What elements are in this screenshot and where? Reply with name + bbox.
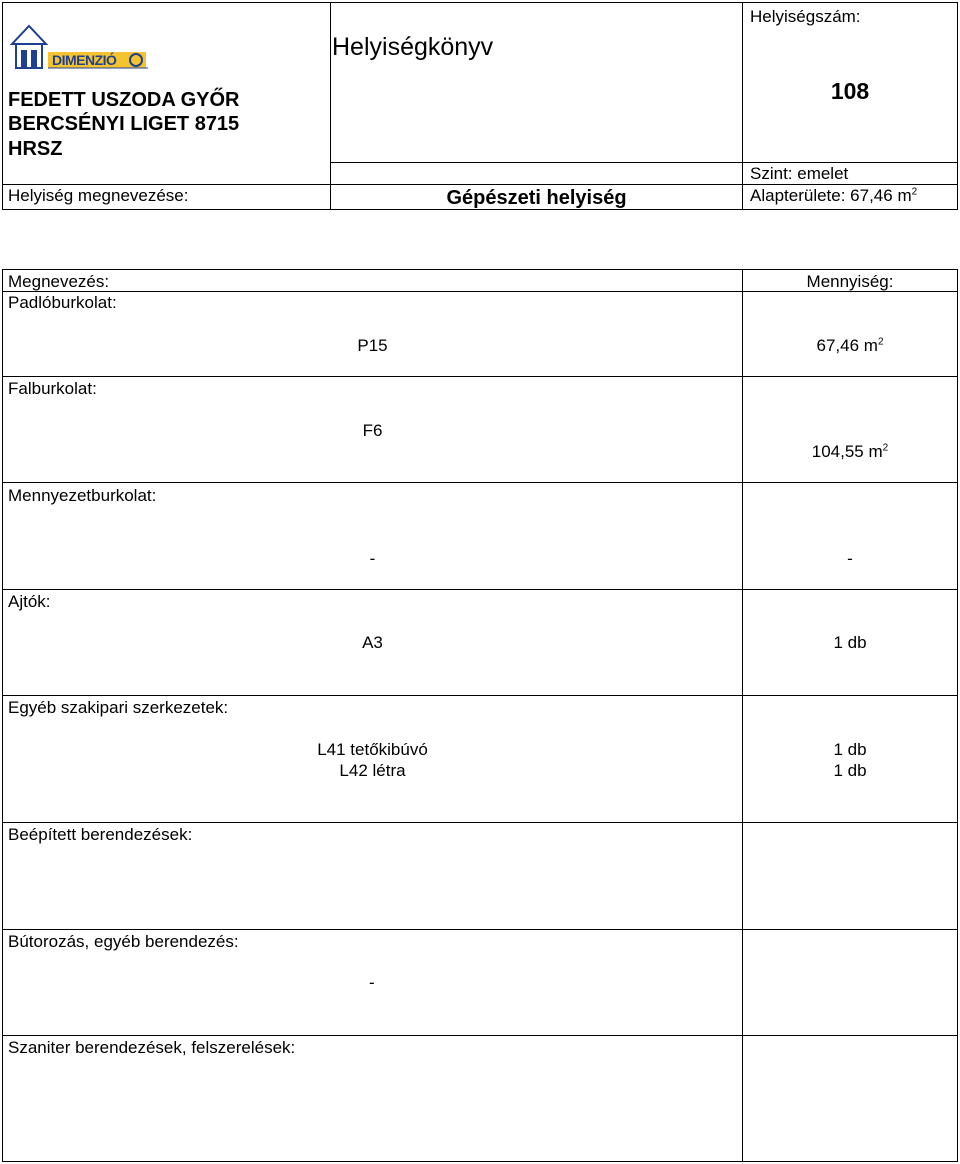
table-border-top [2,269,958,270]
table-border-left [2,269,3,1162]
row-divider-1 [2,376,958,377]
row-floor-qty-sup: 2 [877,336,884,348]
header-border-bottom [2,209,958,210]
header-border-left [2,2,3,210]
room-number: 108 [830,78,870,104]
header-hline-row [2,184,958,185]
table-border-right [957,269,958,1162]
row-floor-qty-value: 67,46 m [816,336,878,355]
row-other-structures-qty-2: 1 db [833,761,867,780]
header-divider-2 [742,2,743,210]
row-sanitary-label: Szaniter berendezések, felszerelések: [8,1038,296,1057]
header-border-right [957,2,958,210]
room-name-label: Helyiség megnevezése: [8,186,189,205]
row-ceiling-value: - [369,549,376,568]
header-border-top [2,2,958,3]
row-divider-7 [2,1035,958,1036]
row-divider-4 [2,695,958,696]
area-unit-sup: 2 [911,186,918,198]
row-doors-value: A3 [362,633,383,652]
row-floor-label: Padlóburkolat: [8,293,117,312]
row-doors-qty: 1 db [833,633,867,652]
row-wall-qty-value: 104,55 m [811,442,883,461]
row-other-structures-label: Egyéb szakipari szerkezetek: [8,698,229,717]
area-value: Alapterülete: 67,46 m [750,186,912,205]
project-title-line-3: HRSZ [8,138,63,160]
row-other-structures-qty-1: 1 db [833,740,867,759]
row-builtin-equipment-label: Beépített berendezések: [8,825,193,844]
company-logo [8,22,153,72]
row-doors-label: Ajtók: [8,592,51,611]
row-divider-5 [2,822,958,823]
header-divider-1 [330,2,331,210]
row-wall-label: Falburkolat: [8,379,97,398]
table-col-divider [742,269,743,1162]
row-divider-2 [2,482,958,483]
row-floor-value: P15 [357,336,388,355]
row-other-structures-value-1: L41 tetőkibúvó [317,740,428,759]
row-ceiling-qty: - [847,549,853,568]
row-furniture-label: Bútorozás, egyéb berendezés: [8,932,239,951]
col-name-header: Megnevezés: [8,272,110,291]
level-label: Szint: emelet [750,164,849,183]
row-wall-qty-sup: 2 [882,442,889,454]
header-hline-mid [330,162,958,163]
row-divider-6 [2,929,958,930]
book-title: Helyiségkönyv [332,33,494,61]
table-border-bottom [2,1161,958,1162]
row-floor-qty [743,336,957,356]
room-name: Gépészeti helyiség [446,187,627,209]
col-qty-header: Mennyiség: [806,272,894,291]
logo-text: DIMENZIÓ [52,52,117,68]
row-divider-3 [2,589,958,590]
row-ceiling-label: Mennyezetburkolat: [8,486,157,505]
area-label [750,186,917,206]
row-wall-value: F6 [362,421,383,440]
row-furniture-value: - [369,973,375,992]
row-other-structures-value-2: L42 létra [339,761,406,780]
project-title-line-1: FEDETT USZODA GYŐR [8,89,240,111]
project-title-line-2: BERCSÉNYI LIGET 8715 [8,113,240,135]
row-wall-qty [743,442,957,462]
room-number-label: Helyiségszám: [750,7,861,26]
